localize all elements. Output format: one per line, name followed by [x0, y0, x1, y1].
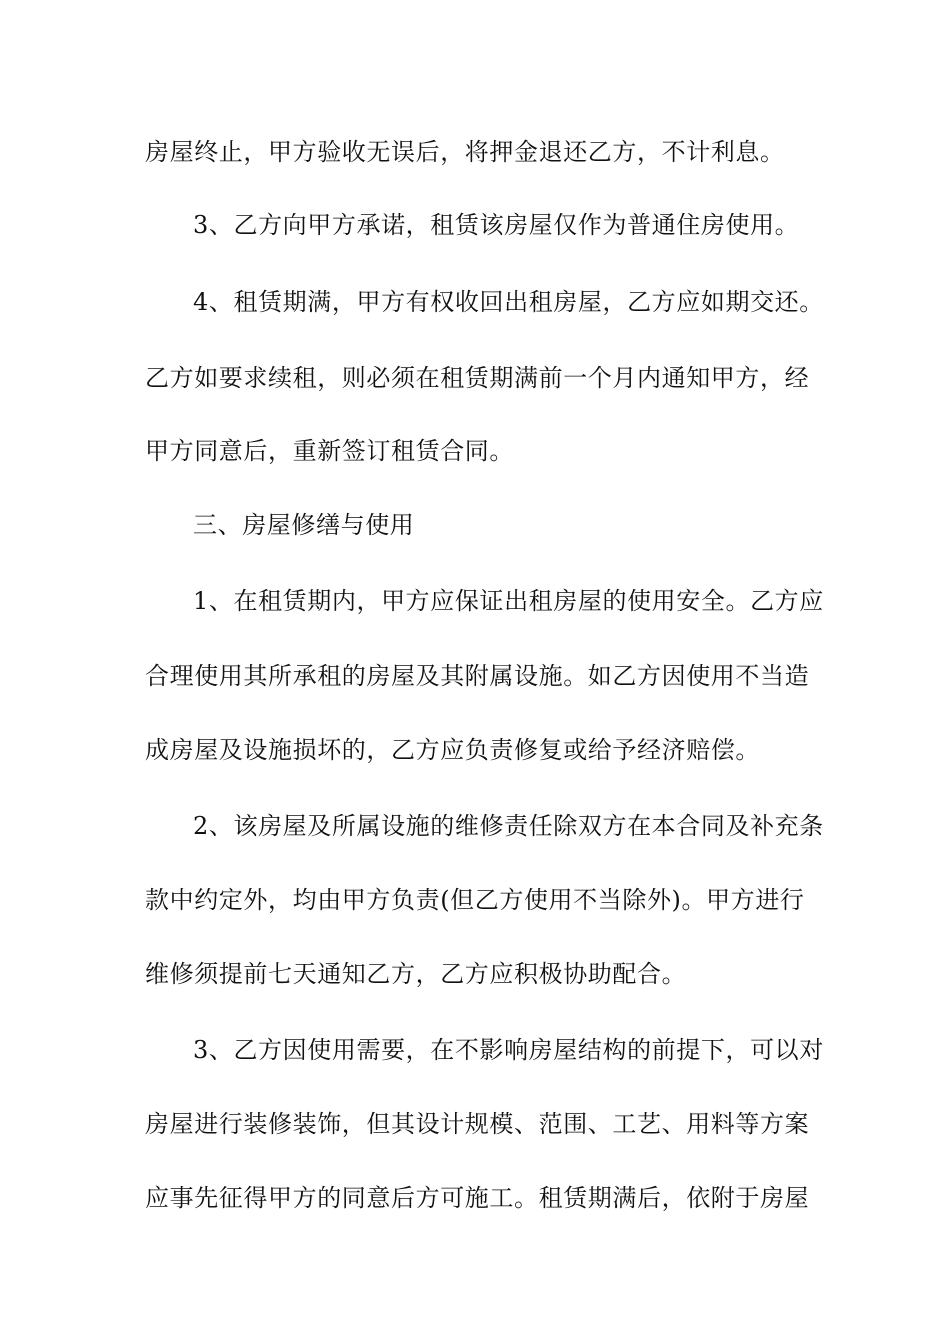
text-line: 乙方如要求续租，则必须在租赁期满前一个月内通知甲方，经 — [145, 364, 810, 392]
clause-4-line: 4、租赁期满，甲方有权收回出租房屋，乙方应如期交还。 — [193, 288, 824, 316]
section-heading: 三、房屋修缮与使用 — [193, 511, 415, 539]
text-line: 应事先征得甲方的同意后方可施工。租赁期满后，依附于房屋 — [145, 1184, 810, 1212]
clause-3b-line: 3、乙方因使用需要，在不影响房屋结构的前提下，可以对 — [193, 1036, 824, 1064]
text-line: 房屋进行装修装饰，但其设计规模、范围、工艺、用料等方案 — [145, 1110, 810, 1138]
text-line: 成房屋及设施损坏的，乙方应负责修复或给予经济赔偿。 — [145, 736, 760, 764]
text-line: 维修须提前七天通知乙方，乙方应积极协助配合。 — [145, 960, 687, 988]
clause-1-line: 1、在租赁期内，甲方应保证出租房屋的使用安全。乙方应 — [193, 587, 824, 615]
clause-3-line: 3、乙方向甲方承诺，租赁该房屋仅作为普通住房使用。 — [193, 211, 800, 239]
text-line: 合理使用其所承租的房屋及其附属设施。如乙方因使用不当造 — [145, 662, 810, 690]
clause-2-line: 2、该房屋及所属设施的维修责任除双方在本合同及补充条 — [193, 812, 824, 840]
text-line: 甲方同意后，重新签订租赁合同。 — [145, 437, 514, 465]
text-line: 款中约定外，均由甲方负责(但乙方使用不当除外)。甲方进行 — [145, 886, 805, 914]
text-line: 房屋终止，甲方验收无误后，将押金退还乙方，不计利息。 — [145, 138, 785, 166]
